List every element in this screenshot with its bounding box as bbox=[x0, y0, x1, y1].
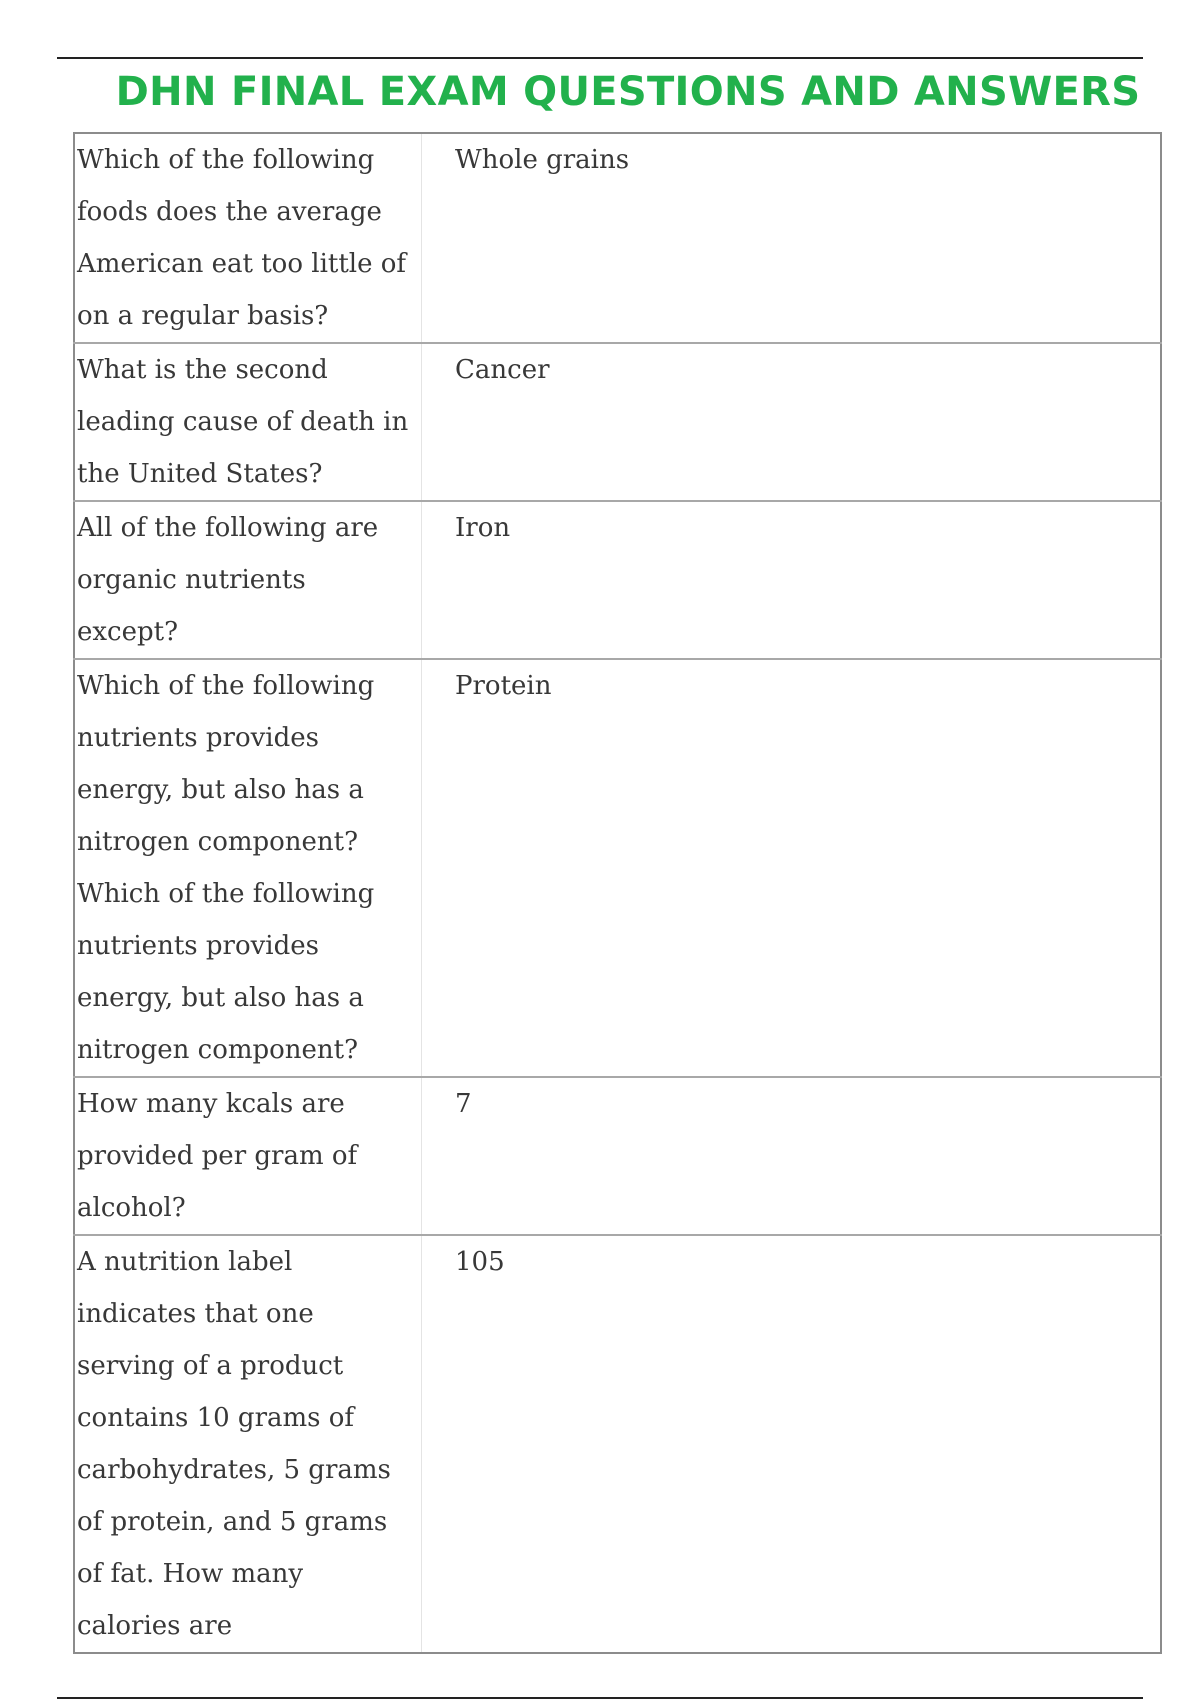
question-cell: All of the following are organic nutrients except? bbox=[74, 501, 422, 659]
question-cell: How many kcals are provided per gram of alcohol? bbox=[74, 1077, 422, 1235]
qa-table bbox=[73, 132, 1162, 1654]
bottom-rule bbox=[57, 1697, 1143, 1699]
answer-cell: Iron bbox=[422, 501, 1162, 659]
answer-cell: 105 bbox=[422, 1235, 1162, 1653]
answer-cell: Whole grains bbox=[455, 145, 630, 175]
top-rule bbox=[57, 57, 1143, 59]
question-cell: Which of the following nutrients provides energy, but also has a nitrogen component? Which of the following nutrients provides energy, but also has a nitrogen component? bbox=[74, 659, 422, 1077]
question-cell: Which of the following foods does the average American eat too little of on a regular basis? bbox=[74, 133, 422, 343]
table-row bbox=[74, 1077, 1161, 1235]
table-row bbox=[74, 133, 1161, 343]
question-cell: What is the second leading cause of death in the United States? bbox=[74, 343, 422, 501]
answer-cell: 7 bbox=[422, 1077, 1162, 1235]
page-title: DHN FINAL EXAM QUESTIONS AND ANSWERS bbox=[115, 69, 1141, 115]
table-row bbox=[74, 1235, 1161, 1653]
answer-cell: Protein bbox=[422, 659, 1162, 1077]
table-row bbox=[74, 343, 1161, 501]
answer-cell: Cancer bbox=[422, 343, 1162, 501]
question-cell: A nutrition label indicates that one serving of a product contains 10 grams of carbohydrates, 5 grams of protein, and 5 grams of fat. How many calories are bbox=[74, 1235, 422, 1653]
table-row bbox=[74, 659, 1161, 1077]
table-row bbox=[74, 501, 1161, 659]
